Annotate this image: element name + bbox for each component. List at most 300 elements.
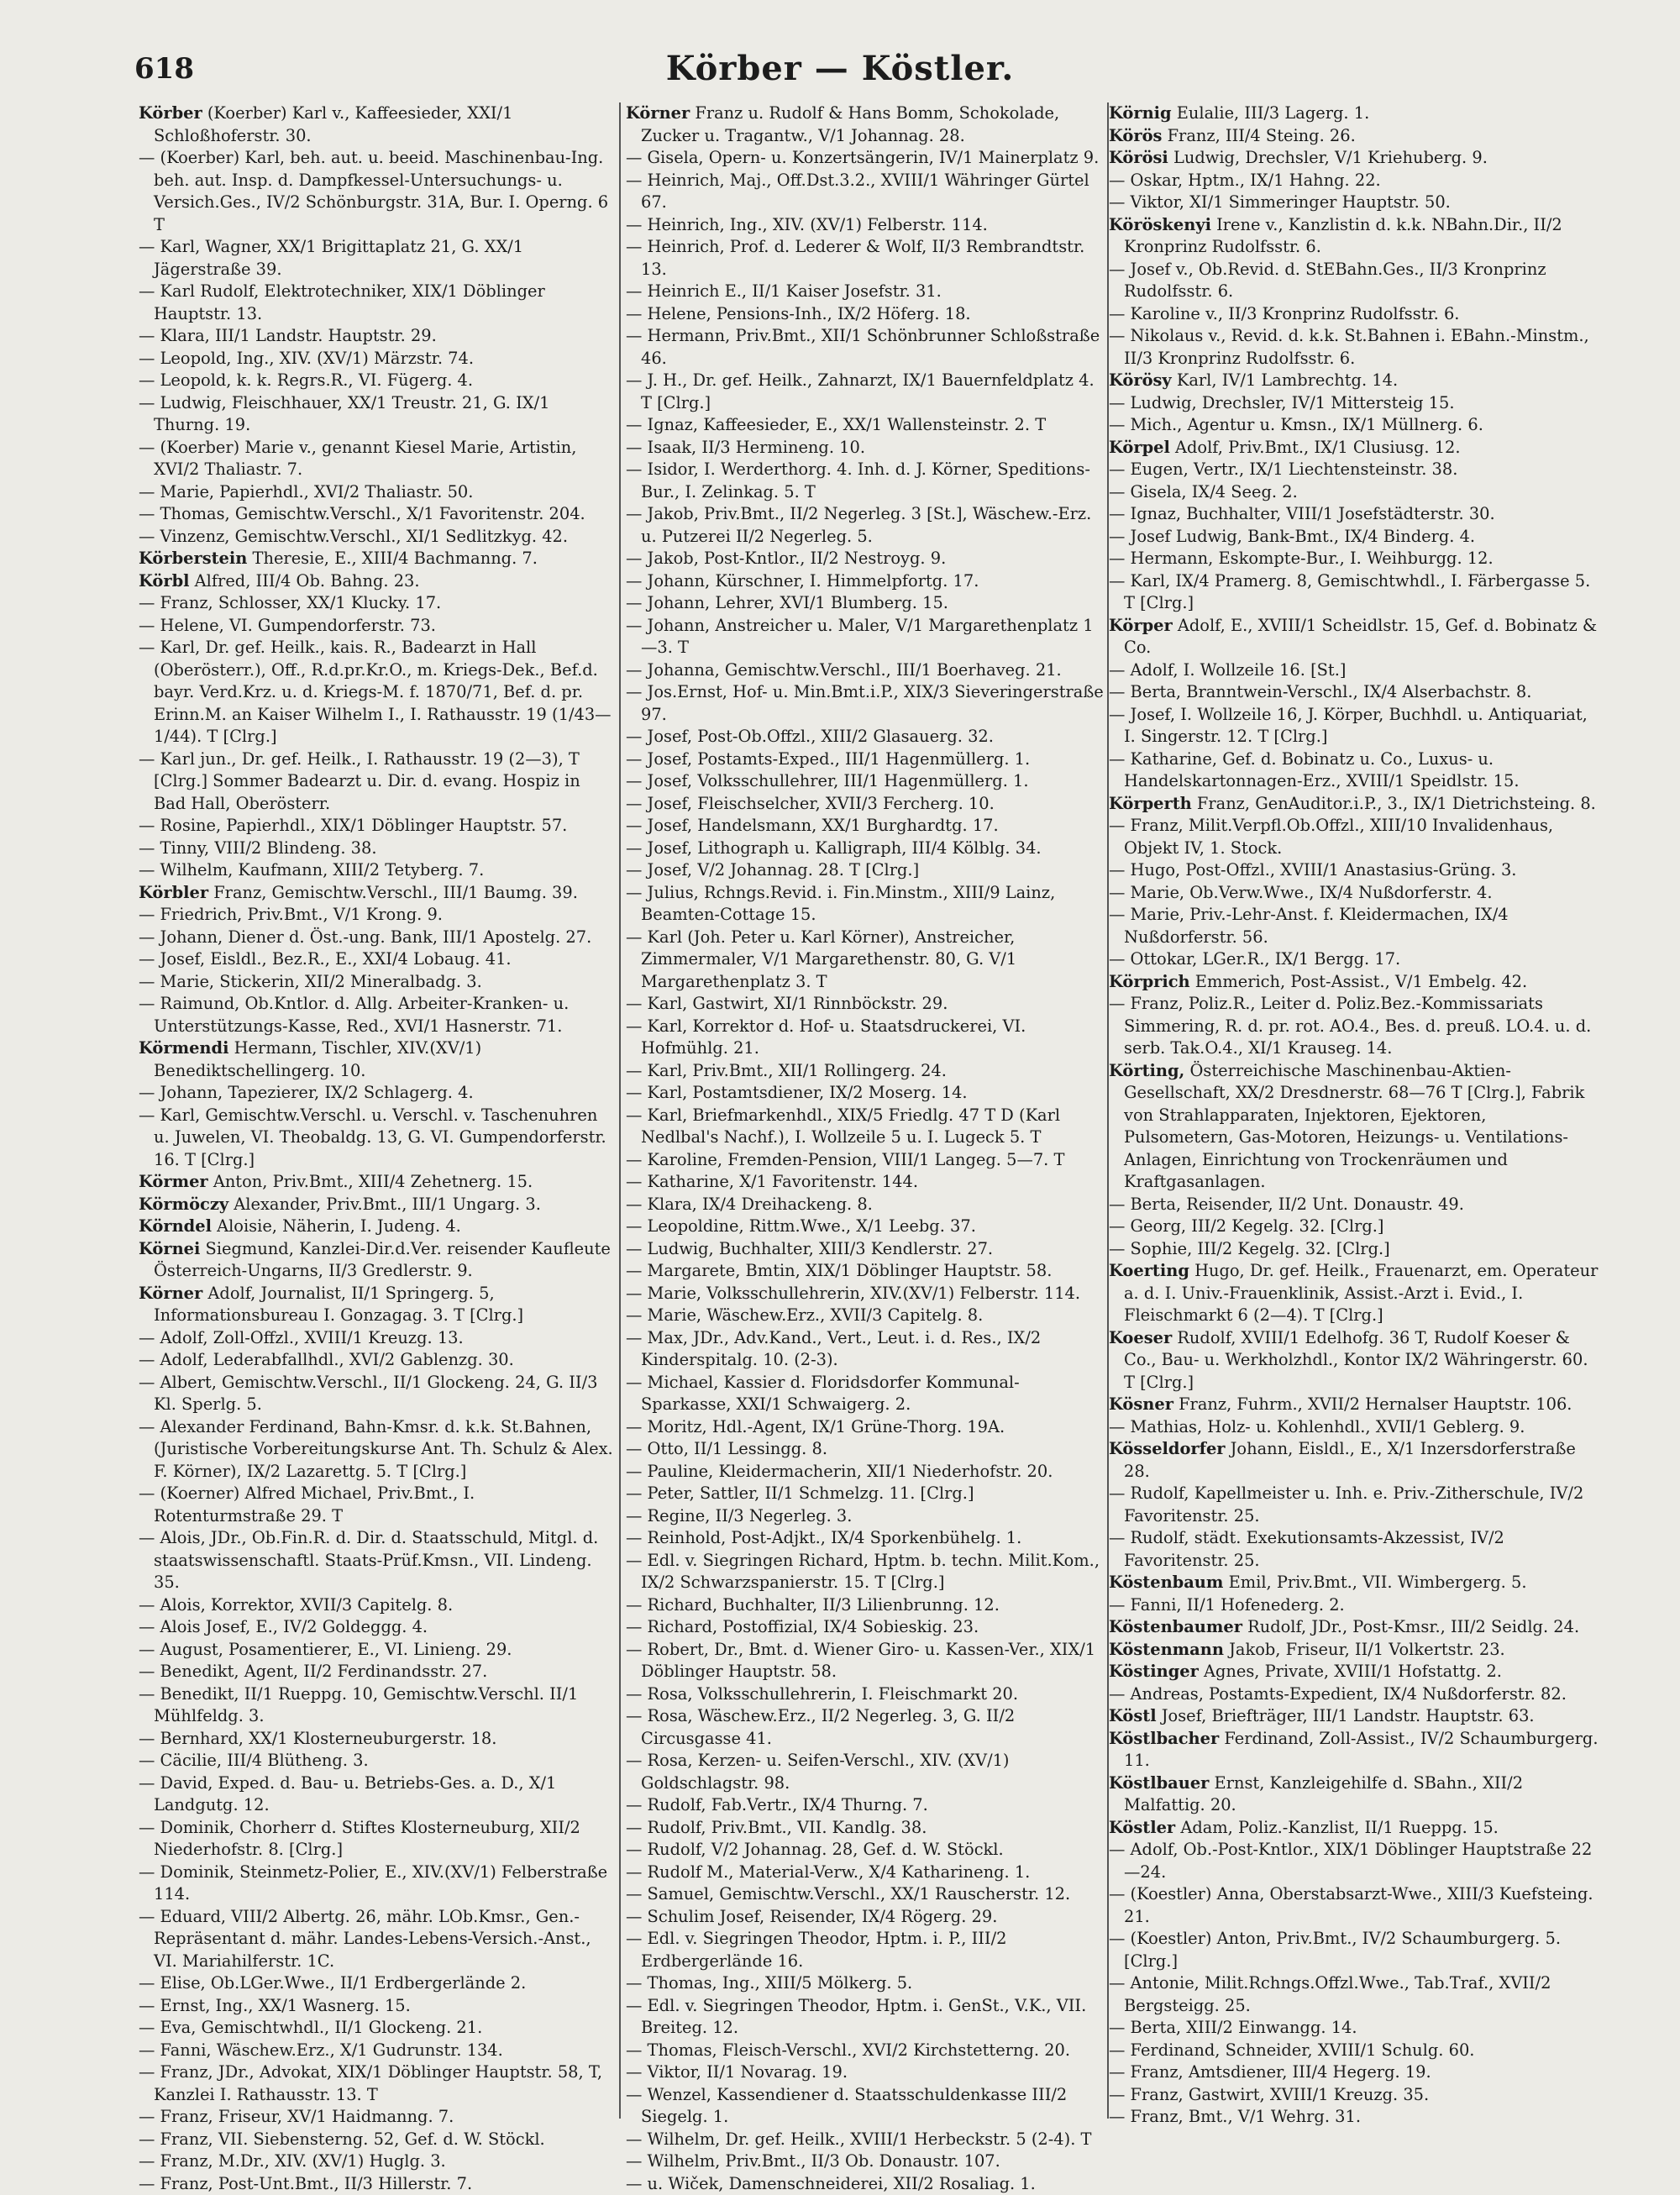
directory-entry bbox=[139, 2040, 617, 2062]
directory-entry bbox=[626, 1683, 1109, 1706]
directory-entry bbox=[626, 2150, 1109, 2173]
entry-text: — Friedrich, Priv.Bmt., V/1 Krong. 9. bbox=[139, 905, 443, 924]
entry-surname: Körösi bbox=[1109, 148, 1168, 167]
entry-surname: Koerting bbox=[1109, 1261, 1189, 1280]
directory-entry bbox=[626, 303, 1109, 326]
entry-text: — Hermann, Eskompte-Bur., I. Weihburgg. 12. bbox=[1109, 549, 1494, 568]
entry-surname: Körpel bbox=[1109, 438, 1170, 457]
entry-text: — Rudolf, Fab.Vertr., IX/4 Thurng. 7. bbox=[626, 1795, 928, 1814]
directory-entry bbox=[139, 437, 617, 481]
entry-text: — Josef, Handelsmann, XX/1 Burghardtg. 17. bbox=[626, 816, 999, 835]
entry-text: Franz u. Rudolf & Hans Bomm, Schokolade, Zucker u. Tragantw., V/1 Johannag. 28. bbox=[641, 103, 1059, 145]
directory-entry bbox=[626, 2129, 1109, 2151]
entry-surname: Kösner bbox=[1109, 1394, 1173, 1414]
directory-entry bbox=[626, 815, 1109, 838]
directory-entry bbox=[626, 1527, 1109, 1550]
entry-text: — Franz, Poliz.R., Leiter d. Poliz.Bez.-Kommissariats Simmering, R. d. pr. rot. AO.4., Bes. d. preuß. LO.4. u. d. serb. Tak.O.4., XI/1 Krauseg. 14. bbox=[1109, 994, 1591, 1058]
directory-entry bbox=[139, 526, 617, 549]
entry-text: — Franz, M.Dr., XIV. (XV/1) Huglg. 3. bbox=[139, 2151, 446, 2171]
entry-text: Johann, Eisldl., E., X/1 Inzersdorferstraße 28. bbox=[1124, 1439, 1576, 1481]
directory-entry bbox=[139, 615, 617, 638]
directory-entry bbox=[1109, 1527, 1600, 1572]
entry-text: Adolf, Priv.Bmt., IX/1 Clusiusg. 12. bbox=[1170, 438, 1461, 457]
entry-text: Franz, Fuhrm., XVII/2 Hernalser Hauptstr. 106. bbox=[1173, 1394, 1572, 1414]
entry-text: Emil, Priv.Bmt., VII. Wimbergerg. 5. bbox=[1223, 1573, 1526, 1592]
directory-entry bbox=[626, 1416, 1109, 1439]
directory-entry bbox=[139, 1728, 617, 1751]
entry-text: — Karl (Joh. Peter u. Karl Körner), Anstreicher, Zimmermaler, V/1 Margarethenstr. 80, G. V/1 Margarethenplatz 3. T bbox=[626, 927, 1016, 991]
entry-text: — Gisela, IX/4 Seeg. 2. bbox=[1109, 482, 1298, 501]
directory-entry bbox=[1109, 615, 1600, 659]
entry-text: — Klara, IX/4 Dreihackeng. 8. bbox=[626, 1195, 873, 1214]
directory-entry bbox=[626, 325, 1109, 370]
entry-text: — Richard, Postoffizial, IX/4 Sobieskig. 23. bbox=[626, 1617, 979, 1636]
directory-entry bbox=[1109, 1705, 1600, 1728]
directory-entry bbox=[139, 1995, 617, 2018]
entry-text: — J. H., Dr. gef. Heilk., Zahnarzt, IX/1 Bauernfeldplatz 4. T [Clrg.] bbox=[626, 370, 1095, 412]
entry-text: — Thomas, Fleisch-Verschl., XVI/2 Kirchstetterng. 20. bbox=[626, 2040, 1070, 2060]
directory-entry bbox=[626, 2040, 1109, 2062]
entry-text: — Rosa, Volksschullehrerin, I. Fleischmarkt 20. bbox=[626, 1684, 1018, 1704]
directory-entry bbox=[139, 1661, 617, 1683]
entry-text: — Heinrich, Maj., Off.Dst.3.2., XVIII/1 Währinger Gürtel 67. bbox=[626, 171, 1089, 213]
entry-text: — Franz, VII. Siebensterng. 52, Gef. d. W. Stöckl. bbox=[139, 2129, 545, 2149]
directory-entry bbox=[139, 1862, 617, 1906]
entry-text: — Edl. v. Siegringen Richard, Hptm. b. techn. Milit.Kom., IX/2 Schwarzspanierstr. 15. T [Clrg.] bbox=[626, 1551, 1100, 1593]
entry-text: — Josef, Postamts-Exped., III/1 Hagenmüllerg. 1. bbox=[626, 749, 1030, 769]
entry-text: — Karl, Gemischtw.Verschl. u. Verschl. v. Taschenuhren u. Juwelen, VI. Theobaldg. 13, G. VI. Gumpendorferstr. 16. T [Clrg.] bbox=[139, 1105, 606, 1169]
directory-entry bbox=[626, 1972, 1109, 1995]
entry-text: — Josef, I. Wollzeile 16, J. Körper, Buchhdl. u. Antiquariat, I. Singerstr. 12. T [Clrg.] bbox=[1109, 705, 1588, 747]
directory-entry bbox=[626, 2173, 1109, 2195]
entry-text: — Heinrich E., II/1 Kaiser Josefstr. 31. bbox=[626, 281, 942, 301]
entry-text: Hugo, Dr. gef. Heilk., Frauenarzt, em. Operateur a. d. I. Univ.-Frauenklinik, Assist.-Arzt i. Evid., I. Fleischmarkt 6 (2—4). T [Clrg.] bbox=[1124, 1261, 1598, 1325]
directory-entry bbox=[1109, 971, 1600, 994]
entry-surname: Körberstein bbox=[139, 549, 247, 568]
directory-entry bbox=[139, 592, 617, 615]
directory-entry bbox=[139, 1283, 617, 1327]
directory-entry bbox=[1109, 2017, 1600, 2040]
directory-entry bbox=[1109, 2084, 1600, 2107]
entry-text: — Eduard, VIII/2 Albertg. 26, mähr. LOb.Kmsr., Gen.-Repräsentant d. mähr. Landes-Lebens-Versich.-Anst., VI. Mariahilferstr. 1C. bbox=[139, 1907, 591, 1971]
directory-entry bbox=[1109, 1327, 1600, 1394]
directory-entry bbox=[1109, 1772, 1600, 1817]
entry-text: — Dominik, Steinmetz-Polier, E., XIV.(XV/1) Felberstraße 114. bbox=[139, 1862, 607, 1904]
directory-entry bbox=[626, 370, 1109, 414]
directory-entry bbox=[139, 1527, 617, 1594]
entry-surname: Köstler bbox=[1109, 1818, 1175, 1837]
entry-text: Hermann, Tischler, XIV.(XV/1) Benediktschellingerg. 10. bbox=[154, 1038, 481, 1080]
directory-entry bbox=[626, 1082, 1109, 1105]
entry-text: — Schulim Josef, Reisender, IX/4 Rögerg. 29. bbox=[626, 1907, 997, 1926]
entry-text: — Karoline, Fremden-Pension, VIII/1 Langeg. 5—7. T bbox=[626, 1150, 1064, 1169]
entry-text: Rudolf, XVIII/1 Edelhofg. 36 T, Rudolf Koeser & Co., Bau- u. Werkholzhdl., Kontor IX/2 Währingerstr. 60. T [Clrg.] bbox=[1124, 1328, 1588, 1392]
entry-text: — (Koestler) Anna, Oberstabsarzt-Wwe., XIII/3 Kuefsteing. 21. bbox=[1109, 1884, 1593, 1926]
directory-entry bbox=[139, 904, 617, 927]
entry-surname: Körber bbox=[139, 103, 202, 123]
entry-text: Adolf, E., XVIII/1 Scheidlstr. 15, Gef. d. Bobinatz & Co. bbox=[1124, 616, 1597, 658]
column-divider bbox=[619, 102, 621, 2119]
entry-text: — Franz, Post-Unt.Bmt., II/3 Hillerstr. 7. bbox=[139, 2174, 472, 2193]
directory-entry bbox=[626, 1995, 1109, 2040]
entry-text: — Dominik, Chorherr d. Stiftes Klosterneuburg, XII/2 Niederhofstr. 8. [Clrg.] bbox=[139, 1818, 580, 1860]
entry-text: — Ludwig, Buchhalter, XIII/3 Kendlerstr. 27. bbox=[626, 1239, 993, 1258]
directory-entry bbox=[139, 1194, 617, 1216]
entry-text: — Karl, Dr. gef. Heilk., kais. R., Badearzt in Hall (Oberösterr.), Off., R.d.pr.Kr.O., m. Kriegs-Dek., Bef.d. bayr. Verd.Krz. u. d. Kriegs-M. f. 1870/71, Bef. d. pr. Erinn.M. an Kaiser Wilhelm I., I. Rathausstr. 19 (1/43—1/44). T [Clrg.] bbox=[139, 638, 612, 746]
directory-entry bbox=[626, 1639, 1109, 1683]
entry-text: — Karl, Gastwirt, XI/1 Rinnböckstr. 29. bbox=[626, 994, 948, 1013]
directory-entry bbox=[139, 1171, 617, 1194]
entry-text: — Peter, Sattler, II/1 Schmelzg. 11. [Clrg.] bbox=[626, 1483, 974, 1503]
directory-entry bbox=[1109, 1728, 1600, 1772]
entry-text: — Benedikt, Agent, II/2 Ferdinandsstr. 27. bbox=[139, 1662, 487, 1681]
entry-text: — Karl jun., Dr. gef. Heilk., I. Rathausstr. 19 (2—3), T [Clrg.] Sommer Badearzt u. Dir. d. evang. Hospiz in Bad Hall, Oberösterr. bbox=[139, 749, 580, 813]
entry-text: — Karl, Priv.Bmt., XII/1 Rollingerg. 24. bbox=[626, 1061, 947, 1080]
entry-text: Alfred, III/4 Ob. Bahng. 23. bbox=[190, 571, 420, 591]
directory-entry bbox=[1109, 548, 1600, 570]
entry-text: — Karl, Wagner, XX/1 Brigittaplatz 21, G. XX/1 Jägerstraße 39. bbox=[139, 237, 523, 279]
directory-entry bbox=[626, 2061, 1109, 2084]
entry-text: — Adolf, I. Wollzeile 16. [St.] bbox=[1109, 660, 1346, 680]
entry-surname: Körprich bbox=[1109, 972, 1190, 991]
entry-surname: Köstl bbox=[1109, 1706, 1157, 1725]
entry-text: — (Koerber) Marie v., genannt Kiesel Marie, Artistin, XVI/2 Thaliastr. 7. bbox=[139, 438, 576, 480]
entry-text: — Raimund, Ob.Kntlor. d. Allg. Arbeiter-Kranken- u. Unterstützungs-Kasse, Red., XVI/1 Hasnerstr. 71. bbox=[139, 994, 569, 1036]
entry-text: — Pauline, Kleidermacherin, XII/1 Niederhofstr. 20. bbox=[626, 1462, 1053, 1481]
directory-entry bbox=[139, 2173, 617, 2195]
entry-text: — Karl, IX/4 Pramerg. 8, Gemischtwhdl., I. Färbergasse 5. T [Clrg.] bbox=[1109, 571, 1590, 613]
directory-entry bbox=[1109, 793, 1600, 816]
directory-entry bbox=[1109, 1238, 1600, 1261]
entry-text: — Leopold, Ing., XIV. (XV/1) Märzstr. 74. bbox=[139, 349, 474, 368]
entry-text: Franz, Gemischtw.Verschl., III/1 Baumg. 39. bbox=[208, 883, 578, 902]
entry-text: — Franz, Friseur, XV/1 Haidmanng. 7. bbox=[139, 2107, 454, 2126]
entry-text: — Adolf, Ob.-Post-Kntlor., XIX/1 Döblinger Hauptstraße 22—24. bbox=[1109, 1840, 1592, 1882]
entry-text: — Berta, Reisender, II/2 Unt. Donaustr. 49. bbox=[1109, 1195, 1464, 1214]
directory-entry bbox=[626, 1906, 1109, 1929]
directory-entry bbox=[1109, 1616, 1600, 1639]
entry-surname: Körbler bbox=[139, 883, 208, 902]
directory-entry bbox=[626, 1928, 1109, 1972]
directory-entry bbox=[626, 793, 1109, 816]
entry-text: — Ignaz, Buchhalter, VIII/1 Josefstädterstr. 30. bbox=[1109, 504, 1495, 523]
entry-text: — Jakob, Priv.Bmt., II/2 Negerleg. 3 [St.], Wäschew.-Erz. u. Putzerei II/2 Negerleg. 5. bbox=[626, 504, 1091, 546]
directory-entry bbox=[1109, 1394, 1600, 1416]
directory-entry bbox=[626, 838, 1109, 860]
directory-entry bbox=[139, 1639, 617, 1662]
entry-text: — (Koerber) Karl, beh. aut. u. beeid. Maschinenbau-Ing. beh. aut. Insp. d. Dampfkessel-Untersuchungs- u. Versich.Ges., IV/2 Schönburgstr. 31A, Bur. I. Operng. 6 T bbox=[139, 148, 608, 234]
directory-entry bbox=[139, 1216, 617, 1238]
entry-text: — Isaak, II/3 Hermineng. 10. bbox=[626, 438, 865, 457]
directory-entry bbox=[626, 1550, 1109, 1594]
directory-entry bbox=[139, 1372, 617, 1416]
entry-text: — Ludwig, Drechsler, IV/1 Mittersteig 15. bbox=[1109, 393, 1455, 412]
entry-text: — Klara, III/1 Landstr. Hauptstr. 29. bbox=[139, 326, 437, 345]
entry-surname: Köstenbaum bbox=[1109, 1573, 1223, 1592]
entry-text: — Benedikt, II/1 Rueppg. 10, Gemischtw.Verschl. II/1 Mühlfeldg. 3. bbox=[139, 1684, 578, 1726]
entry-surname: Körper bbox=[1109, 616, 1173, 635]
directory-entry bbox=[626, 459, 1109, 503]
directory-entry bbox=[1109, 1483, 1600, 1527]
entry-text: — Franz, JDr., Advokat, XIX/1 Döblinger Hauptstr. 58, T, Kanzlei I. Rathausstr. 13. T bbox=[139, 2062, 602, 2104]
directory-entry bbox=[1109, 882, 1600, 905]
directory-entry bbox=[1109, 704, 1600, 748]
entry-text: — Eugen, Vertr., IX/1 Liechtensteinstr. 38. bbox=[1109, 459, 1457, 479]
directory-entry bbox=[626, 236, 1109, 281]
directory-entry bbox=[626, 1505, 1109, 1528]
directory-entry bbox=[139, 1238, 617, 1283]
entry-text: Anton, Priv.Bmt., XIII/4 Zehetnerg. 15. bbox=[208, 1172, 533, 1191]
entry-surname: Körbl bbox=[139, 571, 190, 591]
directory-entry bbox=[139, 1349, 617, 1372]
entry-text: — Sophie, III/2 Kegelg. 32. [Clrg.] bbox=[1109, 1239, 1390, 1258]
entry-text: — Rosine, Papierhdl., XIX/1 Döblinger Hauptstr. 57. bbox=[139, 816, 567, 835]
entry-text: — Thomas, Gemischtw.Verschl., X/1 Favoritenstr. 204. bbox=[139, 504, 585, 523]
directory-entry bbox=[139, 927, 617, 949]
entry-text: — Cäcilie, III/4 Blütheng. 3. bbox=[139, 1751, 369, 1770]
entry-text: Irene v., Kanzlistin d. k.k. NBahn.Dir., II/2 Kronprinz Rudolfsstr. 6. bbox=[1124, 215, 1562, 257]
entry-text: — Rudolf, Kapellmeister u. Inh. e. Priv.-Zitherschule, IV/2 Favoritenstr. 25. bbox=[1109, 1483, 1583, 1525]
directory-entry bbox=[1109, 526, 1600, 549]
directory-entry bbox=[626, 615, 1109, 659]
directory-entry bbox=[139, 838, 617, 860]
directory-entry bbox=[1109, 570, 1600, 615]
entry-text: — Alois, Korrektor, XVII/3 Capitelg. 8. bbox=[139, 1595, 453, 1615]
directory-entry bbox=[626, 1616, 1109, 1639]
directory-entry bbox=[1109, 815, 1600, 859]
entry-text: — Moritz, Hdl.-Agent, IX/1 Grüne-Thorg. 19A. bbox=[626, 1417, 1005, 1436]
directory-entry bbox=[626, 1483, 1109, 1505]
directory-entry bbox=[1109, 1594, 1600, 1617]
directory-entry bbox=[1109, 1260, 1600, 1327]
directory-entry bbox=[626, 1171, 1109, 1194]
directory-entry bbox=[626, 1817, 1109, 1840]
entry-text: — Karl, Postamtsdiener, IX/2 Moserg. 14. bbox=[626, 1083, 968, 1102]
directory-entry bbox=[139, 859, 617, 882]
entry-text: — Heinrich, Ing., XIV. (XV/1) Felberstr. 114. bbox=[626, 215, 988, 234]
entry-text: — Johanna, Gemischtw.Verschl., III/1 Boerhaveg. 21. bbox=[626, 660, 1062, 680]
entry-text: — Rosa, Kerzen- u. Seifen-Verschl., XIV. (XV/1) Goldschlagstr. 98. bbox=[626, 1751, 1010, 1793]
entry-text: — Johann, Anstreicher u. Maler, V/1 Margarethenplatz 1—3. T bbox=[626, 616, 1094, 658]
entry-text: — Eva, Gemischtwhdl., II/1 Glockeng. 21. bbox=[139, 2018, 482, 2037]
entry-text: — Rudolf, V/2 Johannag. 28, Gef. d. W. Stöckl. bbox=[626, 1840, 1004, 1859]
directory-entry bbox=[626, 147, 1109, 170]
entry-text: — Karl Rudolf, Elektrotechniker, XIX/1 Döblinger Hauptstr. 13. bbox=[139, 281, 545, 323]
entry-text: Franz, GenAuditor.i.P., 3., IX/1 Dietrichsteing. 8. bbox=[1192, 794, 1596, 813]
entry-text: Alexander, Priv.Bmt., III/1 Ungarg. 3. bbox=[228, 1195, 541, 1214]
directory-entry bbox=[139, 281, 617, 325]
directory-entry bbox=[1109, 1438, 1600, 1483]
entry-text: — Adolf, Lederabfallhdl., XVI/2 Gablenzg. 30. bbox=[139, 1350, 514, 1369]
directory-entry bbox=[1109, 147, 1600, 170]
directory-entry bbox=[1109, 303, 1600, 326]
directory-entry bbox=[1109, 414, 1600, 437]
entry-text: Theresie, E., XIII/4 Bachmanng. 7. bbox=[247, 549, 538, 568]
entry-text: — Rudolf, Priv.Bmt., VII. Kandlg. 38. bbox=[626, 1818, 927, 1837]
directory-entry bbox=[139, 971, 617, 994]
entry-text: Eulalie, III/3 Lagerg. 1. bbox=[1172, 103, 1370, 123]
directory-entry bbox=[1109, 859, 1600, 882]
entry-text: — Josef, Eisldl., Bez.R., E., XXI/4 Lobaug. 41. bbox=[139, 949, 512, 969]
entry-surname: Köstlbauer bbox=[1109, 1773, 1209, 1793]
entry-text: — Johann, Kürschner, I. Himmelpfortg. 17. bbox=[626, 571, 979, 591]
entry-text: — Katharine, X/1 Favoritenstr. 144. bbox=[626, 1172, 918, 1191]
directory-entry bbox=[1109, 392, 1600, 415]
entry-text: — Katharine, Gef. d. Bobinatz u. Co., Luxus- u. Handelskartonnagen-Erz., XVIII/1 Speidlstr. 15. bbox=[1109, 749, 1520, 791]
entry-text: — Franz, Bmt., V/1 Wehrg. 31. bbox=[1109, 2107, 1361, 2126]
entry-text: — Tinny, VIII/2 Blindeng. 38. bbox=[139, 838, 376, 858]
entry-text: — Otto, II/1 Lessingg. 8. bbox=[626, 1439, 827, 1458]
entry-text: — Edl. v. Siegringen Theodor, Hptm. i. GenSt., V.K., VII. Breiteg. 12. bbox=[626, 1996, 1086, 2038]
entry-text: — Josef, Fleischselcher, XVII/3 Fercherg. 10. bbox=[626, 794, 995, 813]
directory-entry bbox=[1109, 481, 1600, 504]
entry-text: — David, Exped. d. Bau- u. Betriebs-Ges. a. D., X/1 Landgutg. 12. bbox=[139, 1773, 556, 1815]
directory-entry bbox=[1109, 2040, 1600, 2062]
entry-text: Franz, III/4 Steing. 26. bbox=[1162, 126, 1355, 145]
directory-entry bbox=[1109, 325, 1600, 370]
entry-text: — u. Wiček, Damenschneiderei, XII/2 Rosaliag. 1. bbox=[626, 2174, 1036, 2193]
directory-entry bbox=[139, 748, 617, 816]
directory-entry bbox=[139, 1906, 617, 1973]
entry-text: — Marie, Ob.Verw.Wwe., IX/4 Nußdorferstr. 4. bbox=[1109, 883, 1493, 902]
entry-text: Siegmund, Kanzlei-Dir.d.Ver. reisender Kaufleute Österreich-Ungarns, II/3 Gredlerstr. 9. bbox=[154, 1239, 611, 1281]
entry-text: — Fanni, II/1 Hofenederg. 2. bbox=[1109, 1595, 1345, 1615]
directory-entry bbox=[626, 882, 1109, 927]
entry-surname: Kösseldorfer bbox=[1109, 1439, 1226, 1458]
directory-entry bbox=[626, 1149, 1109, 1172]
directory-entry bbox=[1109, 659, 1600, 682]
directory-entry bbox=[139, 1772, 617, 1817]
directory-entry bbox=[139, 1817, 617, 1862]
entry-text: — Reinhold, Post-Adjkt., IX/4 Sporkenbühelg. 1. bbox=[626, 1528, 1021, 1547]
entry-text: — Julius, Rchngs.Revid. i. Fin.Minstm., XIII/9 Lainz, Beamten-Cottage 15. bbox=[626, 883, 1055, 925]
entry-text: — Wilhelm, Dr. gef. Heilk., XVIII/1 Herbeckstr. 5 (2-4). T bbox=[626, 2129, 1091, 2149]
entry-text: — Josef v., Ob.Revid. d. StEBahn.Ges., II/3 Kronprinz Rudolfsstr. 6. bbox=[1109, 260, 1546, 302]
entry-text: — Marie, Volksschullehrerin, XIV.(XV/1) Felberstr. 114. bbox=[626, 1284, 1080, 1303]
directory-entry bbox=[139, 1483, 617, 1527]
directory-entry bbox=[626, 1194, 1109, 1216]
entry-text: Emmerich, Post-Assist., V/1 Embelg. 42. bbox=[1190, 972, 1528, 991]
directory-entry bbox=[626, 1016, 1109, 1060]
directory-entry bbox=[626, 1060, 1109, 1083]
running-head: Körber — Köstler. bbox=[0, 49, 1680, 88]
entry-text: — Max, JDr., Adv.Kand., Vert., Leut. i. d. Res., IX/2 Kinderspitalg. 10. (2-3). bbox=[626, 1328, 1041, 1370]
directory-entry bbox=[139, 503, 617, 526]
directory-entry bbox=[626, 1862, 1109, 1884]
directory-entry bbox=[139, 348, 617, 370]
entry-surname: Köstinger bbox=[1109, 1662, 1199, 1681]
entry-text: — Karoline v., II/3 Kronprinz Rudolfsstr. 6. bbox=[1109, 304, 1459, 323]
directory-entry bbox=[1109, 993, 1600, 1060]
entry-text: — Viktor, II/1 Novarag. 19. bbox=[626, 2062, 848, 2082]
directory-entry bbox=[626, 548, 1109, 570]
entry-text: — Ludwig, Fleischhauer, XX/1 Treustr. 21, G. IX/1 Thurng. 19. bbox=[139, 393, 549, 435]
entry-text: — Andreas, Postamts-Expedient, IX/4 Nußdorferstr. 82. bbox=[1109, 1684, 1567, 1704]
entry-surname: Körperth bbox=[1109, 794, 1192, 813]
directory-entry bbox=[139, 1594, 617, 1617]
directory-entry bbox=[139, 2150, 617, 2173]
directory-entry bbox=[626, 503, 1109, 548]
entry-text: — Johann, Diener d. Öst.-ung. Bank, III/1 Apostelg. 27. bbox=[139, 927, 591, 947]
directory-entry bbox=[626, 214, 1109, 237]
directory-entry bbox=[1109, 1639, 1600, 1662]
directory-entry bbox=[1109, 1928, 1600, 1972]
directory-entry bbox=[139, 637, 617, 748]
entry-text: — (Koerner) Alfred Michael, Priv.Bmt., I. Rotenturmstraße 29. T bbox=[139, 1483, 475, 1525]
directory-entry bbox=[1109, 2106, 1600, 2129]
directory-entry bbox=[626, 1705, 1109, 1750]
directory-entry bbox=[626, 1594, 1109, 1617]
entry-text: Agnes, Private, XVIII/1 Hofstattg. 2. bbox=[1199, 1662, 1502, 1681]
entry-text: — Edl. v. Siegringen Theodor, Hptm. i. P., III/2 Erdbergerlände 16. bbox=[626, 1929, 1006, 1971]
entry-text: — Franz, Gastwirt, XVIII/1 Kreuzg. 35. bbox=[1109, 2085, 1429, 2104]
entry-text: — Albert, Gemischtw.Verschl., II/1 Glockeng. 24, G. II/3 Kl. Sperlg. 5. bbox=[139, 1373, 597, 1415]
entry-text: — Margarete, Bmtin, XIX/1 Döblinger Hauptstr. 58. bbox=[626, 1261, 1052, 1280]
directory-entry bbox=[626, 1461, 1109, 1483]
entry-surname: Körmendi bbox=[139, 1038, 228, 1058]
directory-entry bbox=[139, 481, 617, 504]
entry-text: — Bernhard, XX/1 Klosterneuburgerstr. 18. bbox=[139, 1729, 496, 1748]
entry-text: Adolf, Journalist, II/1 Springerg. 5, Informationsbureau I. Gonzagag. 3. T [Clrg.] bbox=[154, 1284, 523, 1326]
entry-text: — Josef, Volksschullehrer, III/1 Hagenmüllerg. 1. bbox=[626, 771, 1029, 790]
entry-surname: Köstlbacher bbox=[1109, 1729, 1219, 1748]
entry-text: — Alexander Ferdinand, Bahn-Kmsr. d. k.k. St.Bahnen, (Juristische Vorbereitungskurse Ant. Th. Schulz & Alex. F. Körner), IX/2 Lazarettg. 5. T [Clrg.] bbox=[139, 1417, 613, 1481]
directory-entry bbox=[139, 392, 617, 437]
directory-entry bbox=[626, 570, 1109, 593]
directory-entry bbox=[626, 1327, 1109, 1372]
directory-entry bbox=[139, 1683, 617, 1728]
directory-entry bbox=[139, 1082, 617, 1105]
directory-entry bbox=[626, 1305, 1109, 1327]
directory-entry bbox=[139, 147, 617, 236]
entry-surname: Köstenbaumer bbox=[1109, 1617, 1242, 1636]
entry-text: — Karl, Briefmarkenhdl., XIX/5 Friedlg. 47 T D (Karl Nedlbal's Nachf.), I. Wollzeile 5 u. I. Lugeck 5. T bbox=[626, 1105, 1060, 1147]
entry-text: Karl, IV/1 Lambrechtg. 14. bbox=[1172, 370, 1398, 390]
directory-entry bbox=[1109, 370, 1600, 392]
entry-text: — Karl, Korrektor d. Hof- u. Staatsdruckerei, VI. Hofmühlg. 21. bbox=[626, 1016, 1026, 1058]
entry-text: (Koerber) Karl v., Kaffeesieder, XXI/1 Schloßhoferstr. 30. bbox=[154, 103, 512, 145]
entry-text: — Samuel, Gemischtw.Verschl., XX/1 Rauscherstr. 12. bbox=[626, 1884, 1070, 1904]
directory-entry bbox=[139, 993, 617, 1037]
directory-entry bbox=[1109, 1661, 1600, 1683]
entry-text: — Ignaz, Kaffeesieder, E., XX/1 Wallensteinstr. 2. T bbox=[626, 415, 1046, 434]
entry-text: — Gisela, Opern- u. Konzertsängerin, IV/1 Mainerplatz 9. bbox=[626, 148, 1099, 167]
entry-text: — Jos.Ernst, Hof- u. Min.Bmt.i.P., XIX/3 Sieveringerstraße 97. bbox=[626, 682, 1104, 724]
directory-entry bbox=[139, 1105, 617, 1172]
directory-entry bbox=[626, 993, 1109, 1016]
entry-surname: Körmöczy bbox=[139, 1195, 228, 1214]
entry-text: — Thomas, Ing., XIII/5 Mölkerg. 5. bbox=[626, 1973, 912, 1993]
directory-entry bbox=[626, 1372, 1109, 1416]
directory-entry bbox=[139, 1972, 617, 1995]
entry-surname: Körös bbox=[1109, 126, 1162, 145]
directory-entry bbox=[1109, 948, 1600, 971]
directory-entry bbox=[1109, 192, 1600, 214]
entry-text: Ludwig, Drechsler, V/1 Kriehuberg. 9. bbox=[1168, 148, 1488, 167]
entry-text: — August, Posamentierer, E., VI. Linieng. 29. bbox=[139, 1640, 512, 1659]
entry-text: Jakob, Friseur, II/1 Volkertstr. 23. bbox=[1224, 1640, 1505, 1659]
entry-text: — Josef, Post-Ob.Offzl., XIII/2 Glasauerg. 32. bbox=[626, 727, 994, 746]
directory-entry bbox=[1109, 503, 1600, 526]
entry-text: — Helene, Pensions-Inh., IX/2 Höferg. 18. bbox=[626, 304, 971, 323]
directory-entry bbox=[139, 2017, 617, 2040]
entry-surname: Körösy bbox=[1109, 370, 1172, 390]
directory-entry bbox=[1109, 1572, 1600, 1594]
directory-entry bbox=[139, 948, 617, 971]
entry-text: — Ottokar, LGer.R., IX/1 Bergg. 17. bbox=[1109, 949, 1400, 969]
directory-entry bbox=[626, 726, 1109, 748]
entry-text: — Mathias, Holz- u. Kohlenhdl., XVII/1 Geblerg. 9. bbox=[1109, 1417, 1525, 1436]
